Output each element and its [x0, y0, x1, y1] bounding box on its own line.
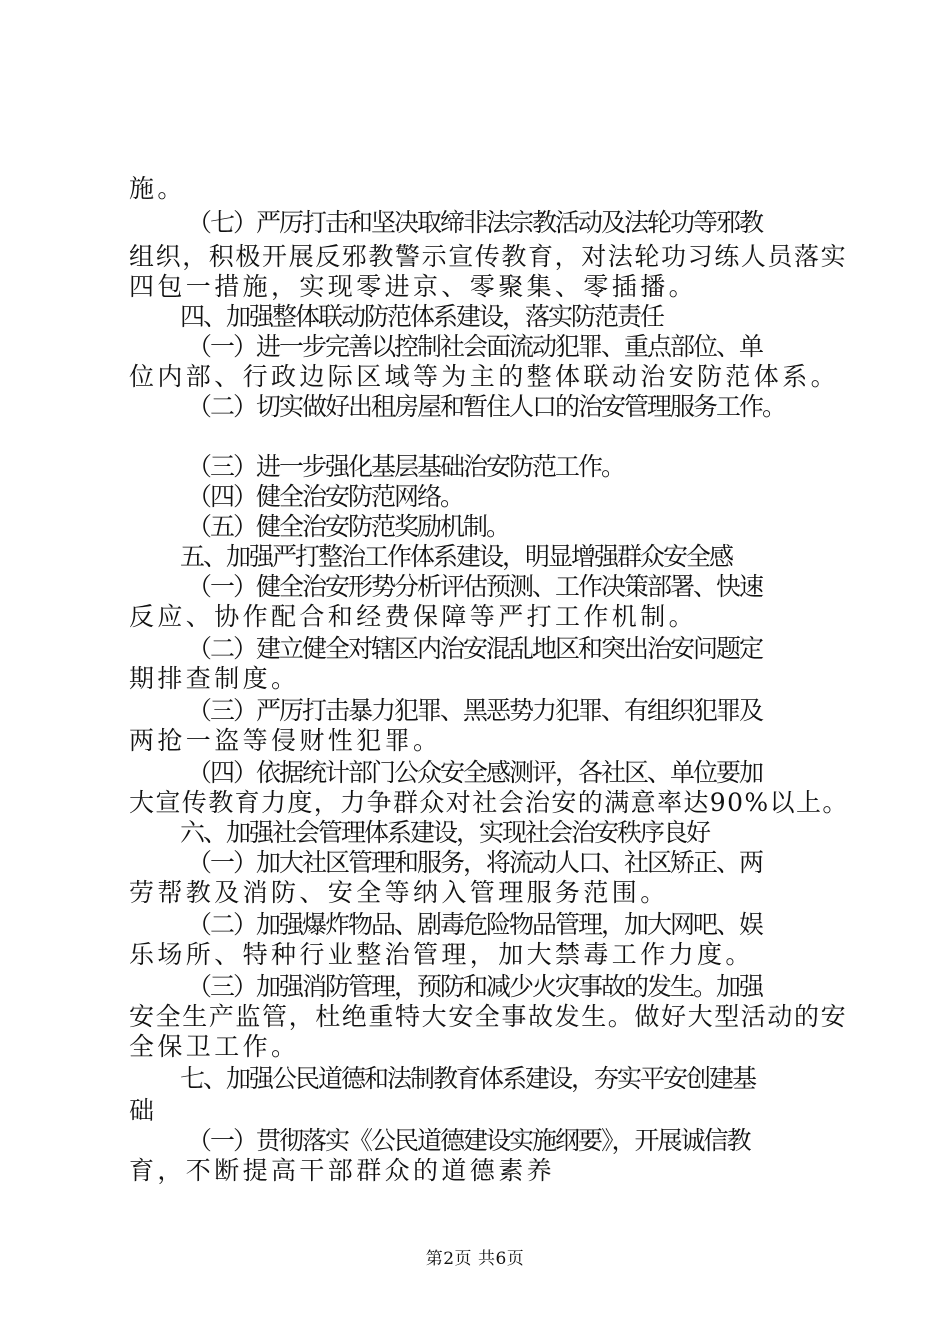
paragraph-line: （三）严厉打击暴力犯罪、黑恶势力犯罪、有组织犯罪及 — [187, 696, 763, 725]
paragraph-line: （一）健全治安形势分析评估预测、工作决策部署、快速 — [187, 572, 763, 601]
paragraph-line: （四）依据统计部门公众安全感测评，各社区、单位要加 — [187, 758, 763, 787]
page-number-footer: 第2页 共6页 — [425, 1249, 525, 1269]
paragraph-line: 位内部、行政边际区域等为主的整体联动治安防范体系。 — [129, 362, 840, 391]
paragraph-line: 安全生产监管，杜绝重特大安全事故发生。做好大型活动的安 — [129, 1002, 848, 1031]
paragraph-line: 劳帮教及消防、安全等纳入管理服务范围。 — [129, 878, 669, 907]
paragraph-line: 反应、协作配合和经费保障等严打工作机制。 — [129, 602, 698, 631]
paragraph-line: （二）加强爆炸物品、剧毒危险物品管理，加大网吧、娱 — [187, 910, 763, 939]
paragraph-line: 乐场所、特种行业整治管理，加大禁毒工作力度。 — [129, 940, 754, 969]
paragraph-line: （二）建立健全对辖区内治安混乱地区和突出治安问题定 — [187, 634, 763, 663]
paragraph-line: （四）健全治安防范网络。 — [187, 482, 464, 511]
paragraph-line: 育，不断提高干部群众的道德素养 — [129, 1156, 556, 1185]
paragraph-line: 施。 — [129, 174, 186, 203]
paragraph-line: 全保卫工作。 — [129, 1032, 300, 1061]
paragraph-line: 组织，积极开展反邪教警示宣传教育，对法轮功习练人员落实 — [129, 242, 848, 271]
paragraph-line: 两抢一盗等侵财性犯罪。 — [129, 726, 442, 755]
paragraph-line: （二）切实做好出租房屋和暂住人口的治安管理服务工作。 — [187, 392, 786, 421]
paragraph-line: 础 — [129, 1096, 158, 1125]
section-heading: 七、加强公民道德和法制教育体系建设，夯实平安创建基 — [180, 1064, 756, 1093]
paragraph-line: 期排查制度。 — [129, 664, 300, 693]
paragraph-line: 四包一措施，实现零进京、零聚集、零插播。 — [129, 272, 698, 301]
paragraph-line: （一）贯彻落实《公民道德建设实施纲要》，开展诚信教 — [187, 1126, 750, 1155]
paragraph-line: 大宣传教育力度，力争群众对社会治安的满意率达90%以上。 — [129, 788, 849, 817]
paragraph-line: （一）加大社区管理和服务，将流动人口、社区矫正、两 — [187, 848, 763, 877]
section-heading: 四、加强整体联动防范体系建设，落实防范责任 — [180, 302, 664, 331]
paragraph-line: （三）进一步强化基层基础治安防范工作。 — [187, 452, 625, 481]
section-heading: 五、加强严打整治工作体系建设，明显增强群众安全感 — [180, 542, 733, 571]
section-heading: 六、加强社会管理体系建设，实现社会治安秩序良好 — [180, 818, 710, 847]
paragraph-line: （五）健全治安防范奖励机制。 — [187, 512, 510, 541]
paragraph-line: （一）进一步完善以控制社会面流动犯罪、重点部位、单 — [187, 332, 763, 361]
paragraph-line: （三）加强消防管理，预防和减少火灾事故的发生。加强 — [187, 972, 763, 1001]
paragraph-line: （七）严厉打击和坚决取缔非法宗教活动及法轮功等邪教 — [187, 208, 763, 237]
